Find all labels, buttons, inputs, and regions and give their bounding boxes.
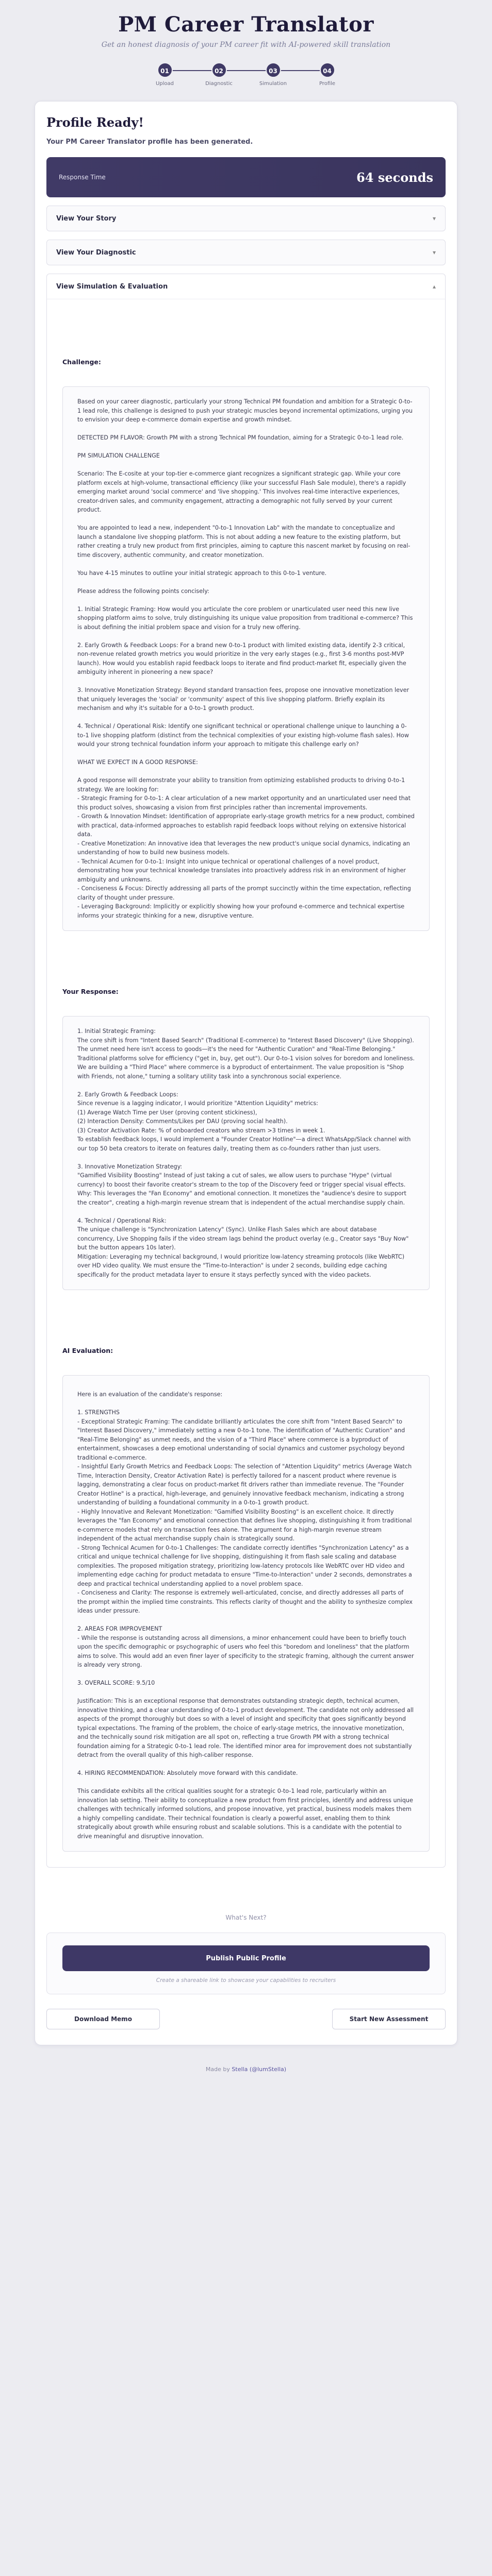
step-diagnostic[interactable] bbox=[192, 62, 246, 87]
step-number: 03 bbox=[266, 62, 281, 78]
step-label: Upload bbox=[155, 81, 174, 87]
progress-stepper bbox=[138, 62, 354, 87]
evaluation-heading: AI Evaluation: bbox=[62, 1347, 113, 1354]
step-upload[interactable] bbox=[138, 62, 192, 87]
chevron-down-icon: ▾ bbox=[432, 249, 436, 256]
publish-note: Create a shareable link to showcase your capabilities to recruiters bbox=[156, 1977, 336, 1984]
step-label: Diagnostic bbox=[205, 81, 233, 87]
publish-panel bbox=[46, 1933, 446, 1994]
response-heading: Your Response: bbox=[62, 988, 119, 995]
profile-card bbox=[35, 101, 457, 2045]
response-time-label: Response Time bbox=[59, 174, 106, 181]
accordion-diagnostic-toggle[interactable] bbox=[47, 240, 445, 265]
step-number: 04 bbox=[320, 62, 335, 78]
step-profile[interactable] bbox=[300, 62, 354, 87]
challenge-heading: Challenge: bbox=[62, 358, 101, 366]
download-memo-button[interactable]: Download Memo bbox=[46, 2009, 160, 2029]
start-new-assessment-button[interactable]: Start New Assessment bbox=[332, 2009, 446, 2029]
response-time-banner bbox=[46, 157, 446, 197]
page-header bbox=[0, 0, 492, 49]
accordion-diagnostic bbox=[46, 240, 446, 265]
evaluation-text: Here is an evaluation of the candidate's response: 1. STRENGTHS - Exceptional Strategic Framing: The candidate brilliantly articulates the core shift from "Intent Based Search" to "Interest Based Discovery," immediately setting a new 0-to-1 tone. The identification of "Authentic Curation" and "Real-Time Belonging" as unmet needs, and the vision of a "Third Place" where commerce is a byproduct of entertainment, showcases a deep emotional understanding of social dynamics and customer psychology beyond traditional e-commerce. - Insightful Early Growth Metrics and Feedback Loops: The selection of "Attention Liquidity" metrics (Average Watch Time, Interaction Density, Creator Activation Rate) is perfectly tailored for a nascent product where revenue is lagging, demonstrating a clear focus on product-market fit drivers rather than immediate revenue. The "Founder Creator Hotline" is a practical, high-leverage, and genuinely innovative feedback mechanism, indicating a strong understanding of building a foundational community in a 0-to-1 growth product. - Highly Innovative and Relevant Monetization: "Gamified Visibility Boosting" is an excellent choice. It directly leverages the "fan Economy" and emotional connection that defines live shopping, distinguishing it from traditional e-commerce models that rely on transaction fees alone. The argument for a high-margin revenue stream independent of the actual merchandise supply chain is strategically sound. - Strong Technical Acumen for 0-to-1 Challenges: The candidate correctly identifies "Synchronization Latency" as a critical and unique technical challenge for live shopping, distinguishing it from flash sale scaling and database complexities. The proposed mitigation strategy, prioritizing low-latency protocols like WebRTC over HD video and implementing edge caching for product metadata to ensure "Time-to-Interaction" under 2 seconds, demonstrates a deep and practical technical understanding applied to a novel problem space. - Conciseness and Clarity: The response is extremely well-articulated, concise, and directly addresses all parts of the prompt within the implied time constraints. This reflects clarity of thought and the ability to synthesize complex ideas under pressure. 2. AREAS FOR IMPROVEMENT - While the response is outstanding across all dimensions, a minor enhancement could have been to briefly touch upon the specific demographic or psychographic of users who feel this "boredom and loneliness" that the platform aims to solve. This would add an even finer layer of specificity to the strategic framing, although the current answer is already very strong. 3. OVERALL SCORE: 9.5/10 Justification: This is an exceptional response that demonstrates outstanding strategic depth, technical acumen, innovative thinking, and a clear understanding of 0-to-1 product development. The candidate not only addressed all aspects of the prompt thoroughly but does so with a level of insight and specificity that goes significantly beyond typical expectations. The framing of the problem, the choice of early-stage metrics, the innovative monetization, and the technically sound risk mitigation are all spot on, reflecting a true Growth PM with a strong technical foundation aiming for a Strategic 0-to-1 lead role. The identified minor area for improvement does not substantially detract from the overall quality of this high-caliber response. 4. HIRING RECOMMENDATION: Absolutely move forward with this candidate. This candidate exhibits all the critical qualities sought for a strategic 0-to-1 lead role, particularly within an innovation lab setting. Their ability to conceptualize a new product from first principles, identify and address unique challenges with technically informed solutions, and propose innovative, yet practical, business models makes them a highly compelling candidate. Their technical foundation is clearly a powerful asset, enabling them to think strategically about growth while ensuring robust and scalable solutions. This is a candidate with the potential to drive meaningful and disruptive innovation. bbox=[62, 1375, 430, 1852]
page-title: PM Career Translator bbox=[118, 12, 374, 37]
profile-ready-subtitle: Your PM Career Translator profile has been generated. bbox=[46, 138, 253, 146]
accordion-story bbox=[46, 206, 446, 231]
step-number: 01 bbox=[157, 62, 173, 78]
response-time-value: 64 seconds bbox=[356, 170, 433, 185]
step-simulation[interactable] bbox=[246, 62, 300, 87]
page-subtitle: Get an honest diagnosis of your PM career fit with AI-powered skill translation bbox=[101, 41, 391, 49]
publish-profile-button[interactable]: Publish Public Profile bbox=[62, 1945, 430, 1971]
accordion-simulation bbox=[46, 274, 446, 1868]
accordion-simulation-label: View Simulation & Evaluation bbox=[56, 282, 168, 291]
accordion-simulation-toggle[interactable] bbox=[47, 274, 445, 299]
page-footer bbox=[0, 2066, 492, 2073]
response-text: 1. Initial Strategic Framing: The core shift is from "Intent Based Search" (Traditional E-commerce) to "Interest Based Discovery" (Live Shopping). The unmet need here isn't access to goods—it's the need for "Authentic Curation" and "Real-Time Belonging." Traditional platforms solve for efficiency ("get in, buy, get out"). Our 0-to-1 vision solves for boredom and loneliness. We are building a "Third Place" where commerce is a byproduct of entertainment. The value proposition is "Shop with Friends, not alone," turning a solitary utility task into a synchronous social experience. 2. Early Growth & Feedback Loops: Since revenue is a lagging indicator, I would prioritize "Attention Liquidity" metrics: (1) Average Watch Time per User (proving content stickiness), (2) Interaction Density: Comments/Likes per DAU (proving social health). (3) Creator Activation Rate: % of onboarded creators who stream >3 times in week 1. To establish feedback loops, I would implement a "Founder Creator Hotline"—a direct WhatsApp/Slack channel with our top 50 beta creators to iterate on features daily, treating them as co-founders rather than just users. 3. Innovative Monetization Strategy: "Gamified Visibility Boosting" Instead of just taking a cut of sales, we allow users to purchase "Hype" (virtual currency) to boost their favorite creator's stream to the top of the Discovery feed or trigger special visual effects. Why: This leverages the "Fan Economy" and emotional connection. It monetizes the "audience's desire to support the creator", creating a high-margin revenue stream that is independent of the actual merchandise supply chain. 4. Technical / Operational Risk: The unique challenge is "Synchronization Latency" (Sync). Unlike Flash Sales which are about database concurrency, Live Shopping fails if the video stream lags behind the product overlay (e.g., Creator says "Buy Now" but the button appears 10s later). Mitigation: Leveraging my technical background, I would prioritize low-latency streaming protocols (like WebRTC) over HD video quality. We must ensure the "Time-to-Interaction" is under 2 seconds, building edge caching specifically for the product metadata layer to ensure it stays perfectly synced with the video packets. bbox=[62, 1016, 430, 1290]
challenge-text: Based on your career diagnostic, particularly your strong Technical PM foundation and ambition for a Strategic 0-to-1 lead role, this challenge is designed to push your strategic muscles beyond incremental optimizations, urging you to envision your deep e-commerce domain expertise and growth mindset. DETECTED PM FLAVOR: Growth PM with a strong Technical PM foundation, aiming for a Strategic 0-to-1 lead role. PM SIMULATION CHALLENGE Scenario: The E-cosite at your top-tier e-commerce giant recognizes a significant strategic gap. While your core platform excels at high-volume, transactional efficiency (like your successful Flash Sale module), there's a rapidly emerging market around 'social commerce' and 'live shopping.' This involves real-time interactive experiences, creator-driven sales, and community engagement, attracting a demographic not fully served by your current product. You are appointed to lead a new, independent "0-to-1 Innovation Lab" with the mandate to conceptualize and launch a standalone live shopping platform. This is not about adding a new feature to the existing platform, but rather creating a truly new product from first principles, aiming to capture this nascent market by focusing on real-time discovery, authentic community, and creator monetization. You have 4-15 minutes to outline your initial strategic approach to this 0-to-1 venture. Please address the following points concisely: 1. Initial Strategic Framing: How would you articulate the core problem or unarticulated user need this new live shopping platform aims to solve, truly distinguishing its unique value proposition from traditional e-commerce? This is about defining the initial problem space and vision for a truly new offering. 2. Early Growth & Feedback Loops: For a brand new 0-to-1 product with limited existing data, identify 2-3 critical, non-revenue related growth metrics you would prioritize in the very early stages (e.g., first 3-6 months post-MVP launch). How would you establish rapid feedback loops to iterate and find product-market fit, especially given the ambiguity inherent in pioneering a new space? 3. Innovative Monetization Strategy: Beyond standard transaction fees, propose one innovative monetization lever that uniquely leverages the 'social' or 'community' aspect of this live shopping platform. Briefly explain its mechanism and why it's suitable for a 0-to-1 growth product. 4. Technical / Operational Risk: Identify one significant technical or operational challenge unique to launching a 0-to-1 live shopping platform (distinct from the technical complexities of your existing high-volume flash sales). How would your strong technical foundation inform your approach to mitigate this challenge early on? WHAT WE EXPECT IN A GOOD RESPONSE: A good response will demonstrate your ability to transition from optimizing established products to driving 0-to-1 strategy. We are looking for: - Strategic Framing for 0-to-1: A clear articulation of a new market opportunity and an unarticulated user need that this product solves, showcasing a vision from first principles rather than incremental improvements. - Growth & Innovation Mindset: Identification of appropriate early-stage growth metrics for a new product, combined with practical, data-informed approaches to establish rapid feedback loops without relying on extensive historical data. - Creative Monetization: An innovative idea that leverages the new product's unique social dynamics, indicating an understanding of how to build new business models. - Technical Acumen for 0-to-1: Insight into unique technical or operational challenges of a novel product, demonstrating how your technical knowledge translates into proactively address risk in an environment of higher ambiguity and unknowns. - Conciseness & Focus: Directly addressing all parts of the prompt succinctly within the time expectation, reflecting clarity of thought under pressure. - Leveraging Background: Implicitly or explicitly showing how your profound e-commerce and technical expertise informs your strategic thinking for a new, disruptive venture. bbox=[62, 386, 430, 931]
whats-next-heading: What's Next? bbox=[225, 1914, 267, 1921]
footer-prefix: Made by bbox=[205, 2066, 230, 2073]
profile-ready-title: Profile Ready! bbox=[46, 115, 144, 130]
step-label: Profile bbox=[319, 81, 336, 87]
bottom-actions bbox=[46, 2009, 446, 2029]
accordion-diagnostic-label: View Your Diagnostic bbox=[56, 248, 136, 257]
step-number: 02 bbox=[211, 62, 227, 78]
step-label: Simulation bbox=[259, 81, 287, 87]
author-link[interactable]: Stella (@lumStella) bbox=[232, 2066, 287, 2073]
accordion-story-label: View Your Story bbox=[56, 214, 117, 223]
chevron-down-icon: ▾ bbox=[432, 215, 436, 222]
chevron-up-icon: ▴ bbox=[432, 283, 436, 290]
simulation-content bbox=[47, 299, 445, 1867]
accordion-story-toggle[interactable] bbox=[47, 206, 445, 231]
